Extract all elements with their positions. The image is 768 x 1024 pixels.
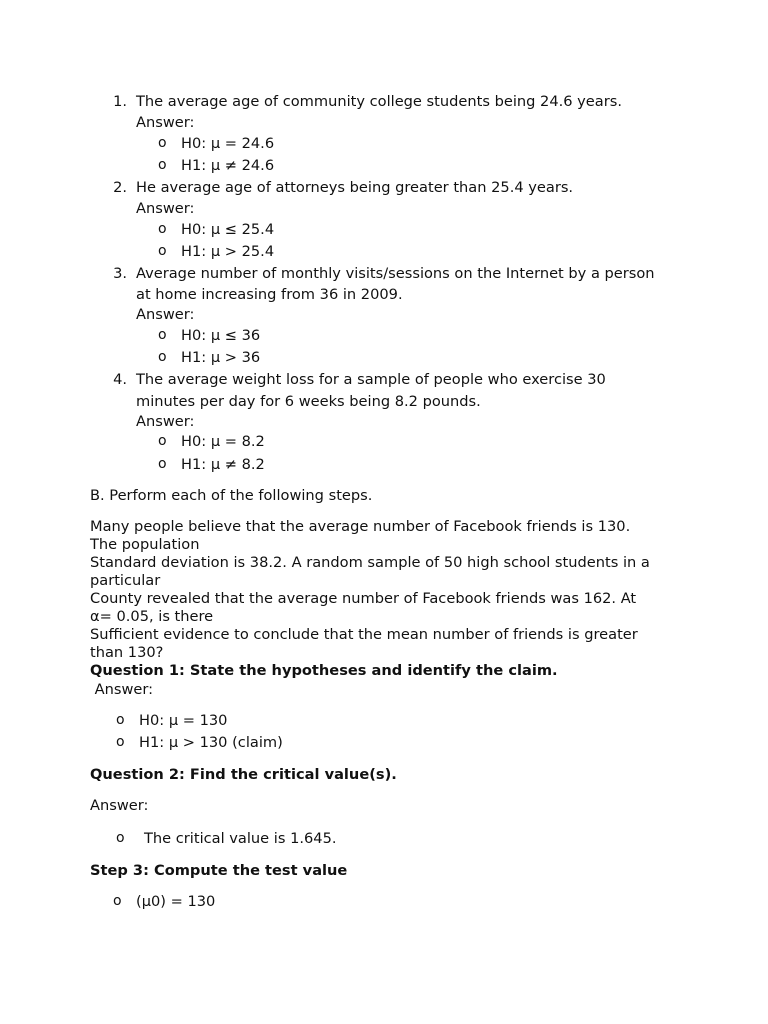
bullet-marker: o	[158, 349, 167, 365]
bullet-marker: o	[158, 221, 167, 237]
item-text: The average age of community college students being 24.6 years.	[136, 93, 622, 110]
item-number: 1.	[113, 93, 127, 110]
item-text: He average age of attorneys being greater than 25.4 years.	[136, 179, 574, 196]
bullet-marker: o	[158, 135, 167, 151]
item-text-continued: at home increasing from 36 in 2009.	[136, 286, 403, 303]
item-text-continued: minutes per day for 6 weeks being 8.2 pounds.	[136, 393, 481, 410]
item-number: 3.	[113, 265, 127, 282]
hypothesis-alternative: H1: μ > 25.4	[181, 243, 275, 260]
bullet-marker: o	[158, 243, 167, 259]
bullet-marker: o	[116, 712, 125, 728]
problem-text-line: particular	[90, 572, 161, 589]
answer-label: Answer:	[136, 114, 195, 131]
problem-text-line: County revealed that the average number of Facebook friends was 162. At	[90, 590, 637, 607]
bullet-marker: o	[116, 734, 125, 750]
problem-text-line: Many people believe that the average number of Facebook friends is 130.	[90, 518, 631, 535]
section-heading: B. Perform each of the following steps.	[90, 487, 373, 504]
hypothesis-alternative: H1: μ > 36	[181, 349, 261, 366]
hypothesis-alternative: H1: μ ≠ 24.6	[181, 157, 275, 174]
question-title: Question 2: Find the critical value(s).	[90, 766, 397, 783]
item-number: 2.	[113, 179, 127, 196]
population-mean-text: (μ0) = 130	[136, 893, 216, 910]
problem-text-line: than 130?	[90, 644, 164, 661]
answer-label: Answer:	[136, 200, 195, 217]
question-title: Question 1: State the hypotheses and identify the claim.	[90, 662, 558, 679]
item-text: The average weight loss for a sample of people who exercise 30	[136, 371, 606, 388]
bullet-marker: o	[158, 157, 167, 173]
problem-text-line: Standard deviation is 38.2. A random sample of 50 high school students in a	[90, 554, 650, 571]
hypothesis-null: H0: μ = 24.6	[181, 135, 275, 152]
hypothesis-null: H0: μ ≤ 25.4	[181, 221, 275, 238]
answer-label: Answer:	[136, 413, 195, 430]
hypothesis-alternative: H1: μ ≠ 8.2	[181, 456, 265, 473]
hypothesis-alternative: H1: μ > 130 (claim)	[139, 734, 283, 751]
step-title: Step 3: Compute the test value	[90, 862, 348, 879]
hypothesis-null: H0: μ = 8.2	[181, 433, 265, 450]
bullet-marker: o	[116, 830, 125, 846]
hypothesis-null: H0: μ = 130	[139, 712, 228, 729]
critical-value-text: The critical value is 1.645.	[144, 830, 337, 847]
hypothesis-null: H0: μ ≤ 36	[181, 327, 261, 344]
bullet-marker: o	[158, 456, 167, 472]
answer-label: Answer:	[90, 797, 149, 814]
problem-text-line: α= 0.05, is there	[90, 608, 214, 625]
item-text: Average number of monthly visits/sessions on the Internet by a person	[136, 265, 655, 282]
bullet-marker: o	[113, 893, 122, 909]
item-number: 4.	[113, 371, 127, 388]
bullet-marker: o	[158, 327, 167, 343]
problem-text-line: Sufficient evidence to conclude that the mean number of friends is greater	[90, 626, 638, 643]
bullet-marker: o	[158, 433, 167, 449]
answer-label: Answer:	[90, 681, 154, 698]
answer-label: Answer:	[136, 306, 195, 323]
problem-text-line: The population	[90, 536, 200, 553]
